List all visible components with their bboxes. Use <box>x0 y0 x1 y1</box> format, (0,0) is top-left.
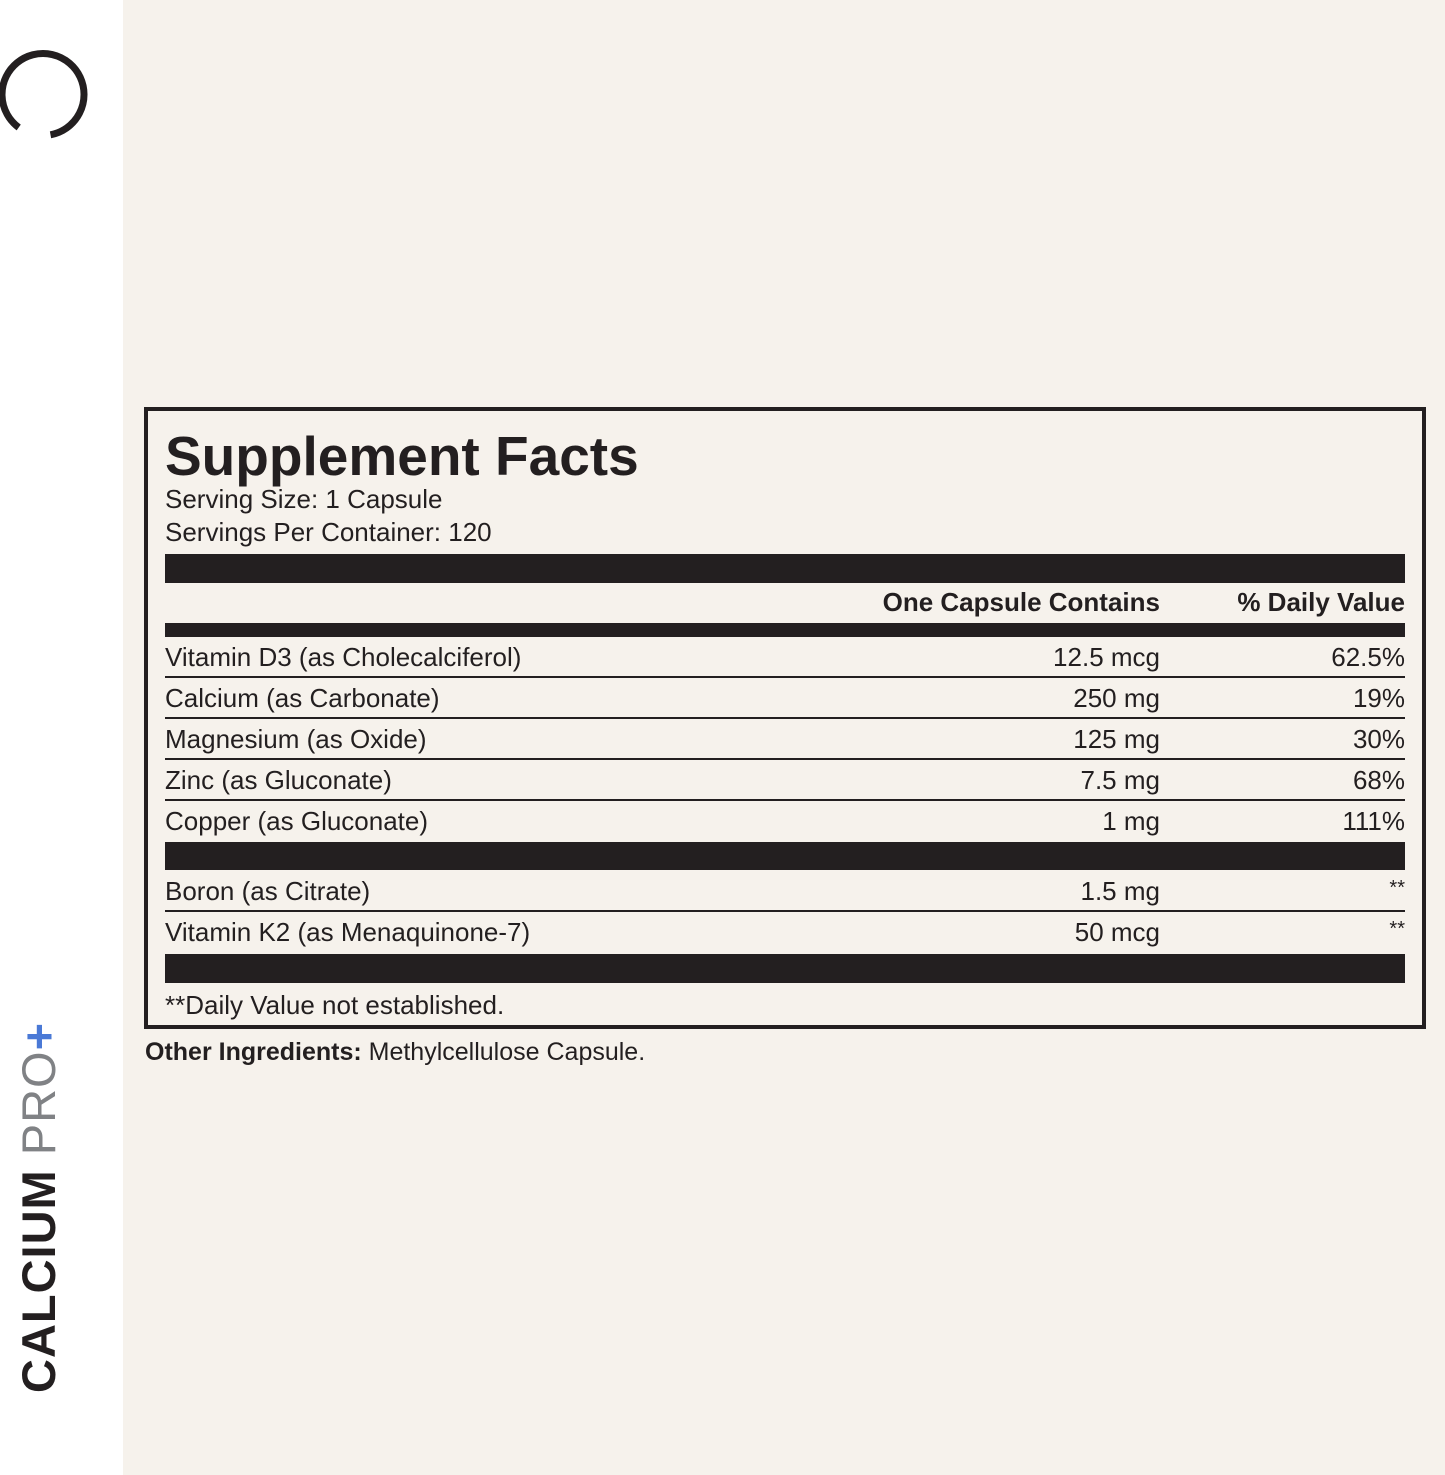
nutrient-name: Vitamin D3 (as Cholecalciferol) <box>165 642 522 672</box>
nutrient-row <box>165 760 1405 801</box>
nutrient-row <box>165 912 1405 953</box>
nutrient-amount: 50 mcg <box>1074 917 1160 947</box>
nutrient-name: Boron (as Citrate) <box>165 876 371 906</box>
nutrient-amount: 7.5 mg <box>1080 765 1160 795</box>
brand-name-pro: PRO <box>12 1050 65 1156</box>
nutrient-amount: 1 mg <box>1102 806 1160 836</box>
nutrient-amount: 125 mg <box>1073 724 1160 754</box>
nutrient-daily-value: 111% <box>1342 806 1405 836</box>
thick-divider <box>165 842 1405 870</box>
brand-vertical-label <box>14 993 64 1393</box>
nutrient-name: Vitamin K2 (as Menaquinone-7) <box>165 917 531 947</box>
column-header-daily-value: % Daily Value <box>1237 587 1405 617</box>
nutrient-amount: 1.5 mg <box>1080 876 1160 906</box>
header-divider <box>165 623 1405 637</box>
nutrient-row <box>165 801 1405 842</box>
nutrient-daily-value: 19% <box>1352 683 1405 713</box>
nutrient-daily-value: ** <box>1389 918 1405 940</box>
nutrient-amount: 250 mg <box>1073 683 1160 713</box>
nutrient-daily-value: 62.5% <box>1331 642 1405 672</box>
nutrient-row <box>165 637 1405 678</box>
nutrient-amount: 12.5 mcg <box>1053 642 1160 672</box>
nutrient-name: Magnesium (as Oxide) <box>165 724 427 754</box>
nutrient-daily-value: 30% <box>1352 724 1405 754</box>
nutrient-name: Copper (as Gluconate) <box>165 806 429 836</box>
nutrient-name: Zinc (as Gluconate) <box>165 765 392 795</box>
other-ingredients <box>145 1037 645 1067</box>
nutrient-name: Calcium (as Carbonate) <box>165 683 440 713</box>
nutrient-row <box>165 719 1405 760</box>
brand-name-calcium: CALCIUM <box>12 1155 65 1393</box>
nutrient-daily-value: 68% <box>1352 765 1405 795</box>
servings-per-container: Servings Per Container: 120 <box>165 517 492 547</box>
thick-divider <box>165 554 1405 583</box>
column-header-amount: One Capsule Contains <box>882 587 1160 617</box>
thick-divider <box>165 954 1405 983</box>
other-ingredients-label: Other Ingredients: <box>145 1038 362 1066</box>
nutrient-row <box>165 871 1405 912</box>
daily-value-footnote: **Daily Value not established. <box>165 990 505 1020</box>
nutrient-row <box>165 678 1405 719</box>
open-circle-icon <box>0 48 92 140</box>
nutrient-daily-value: ** <box>1389 877 1405 899</box>
other-ingredients-value: Methylcellulose Capsule. <box>361 1038 646 1066</box>
serving-size: Serving Size: 1 Capsule <box>165 484 443 514</box>
brand-plus-mark: + <box>12 1021 65 1051</box>
supplement-facts-panel <box>144 407 1426 1029</box>
panel-title: Supplement Facts <box>165 425 639 487</box>
